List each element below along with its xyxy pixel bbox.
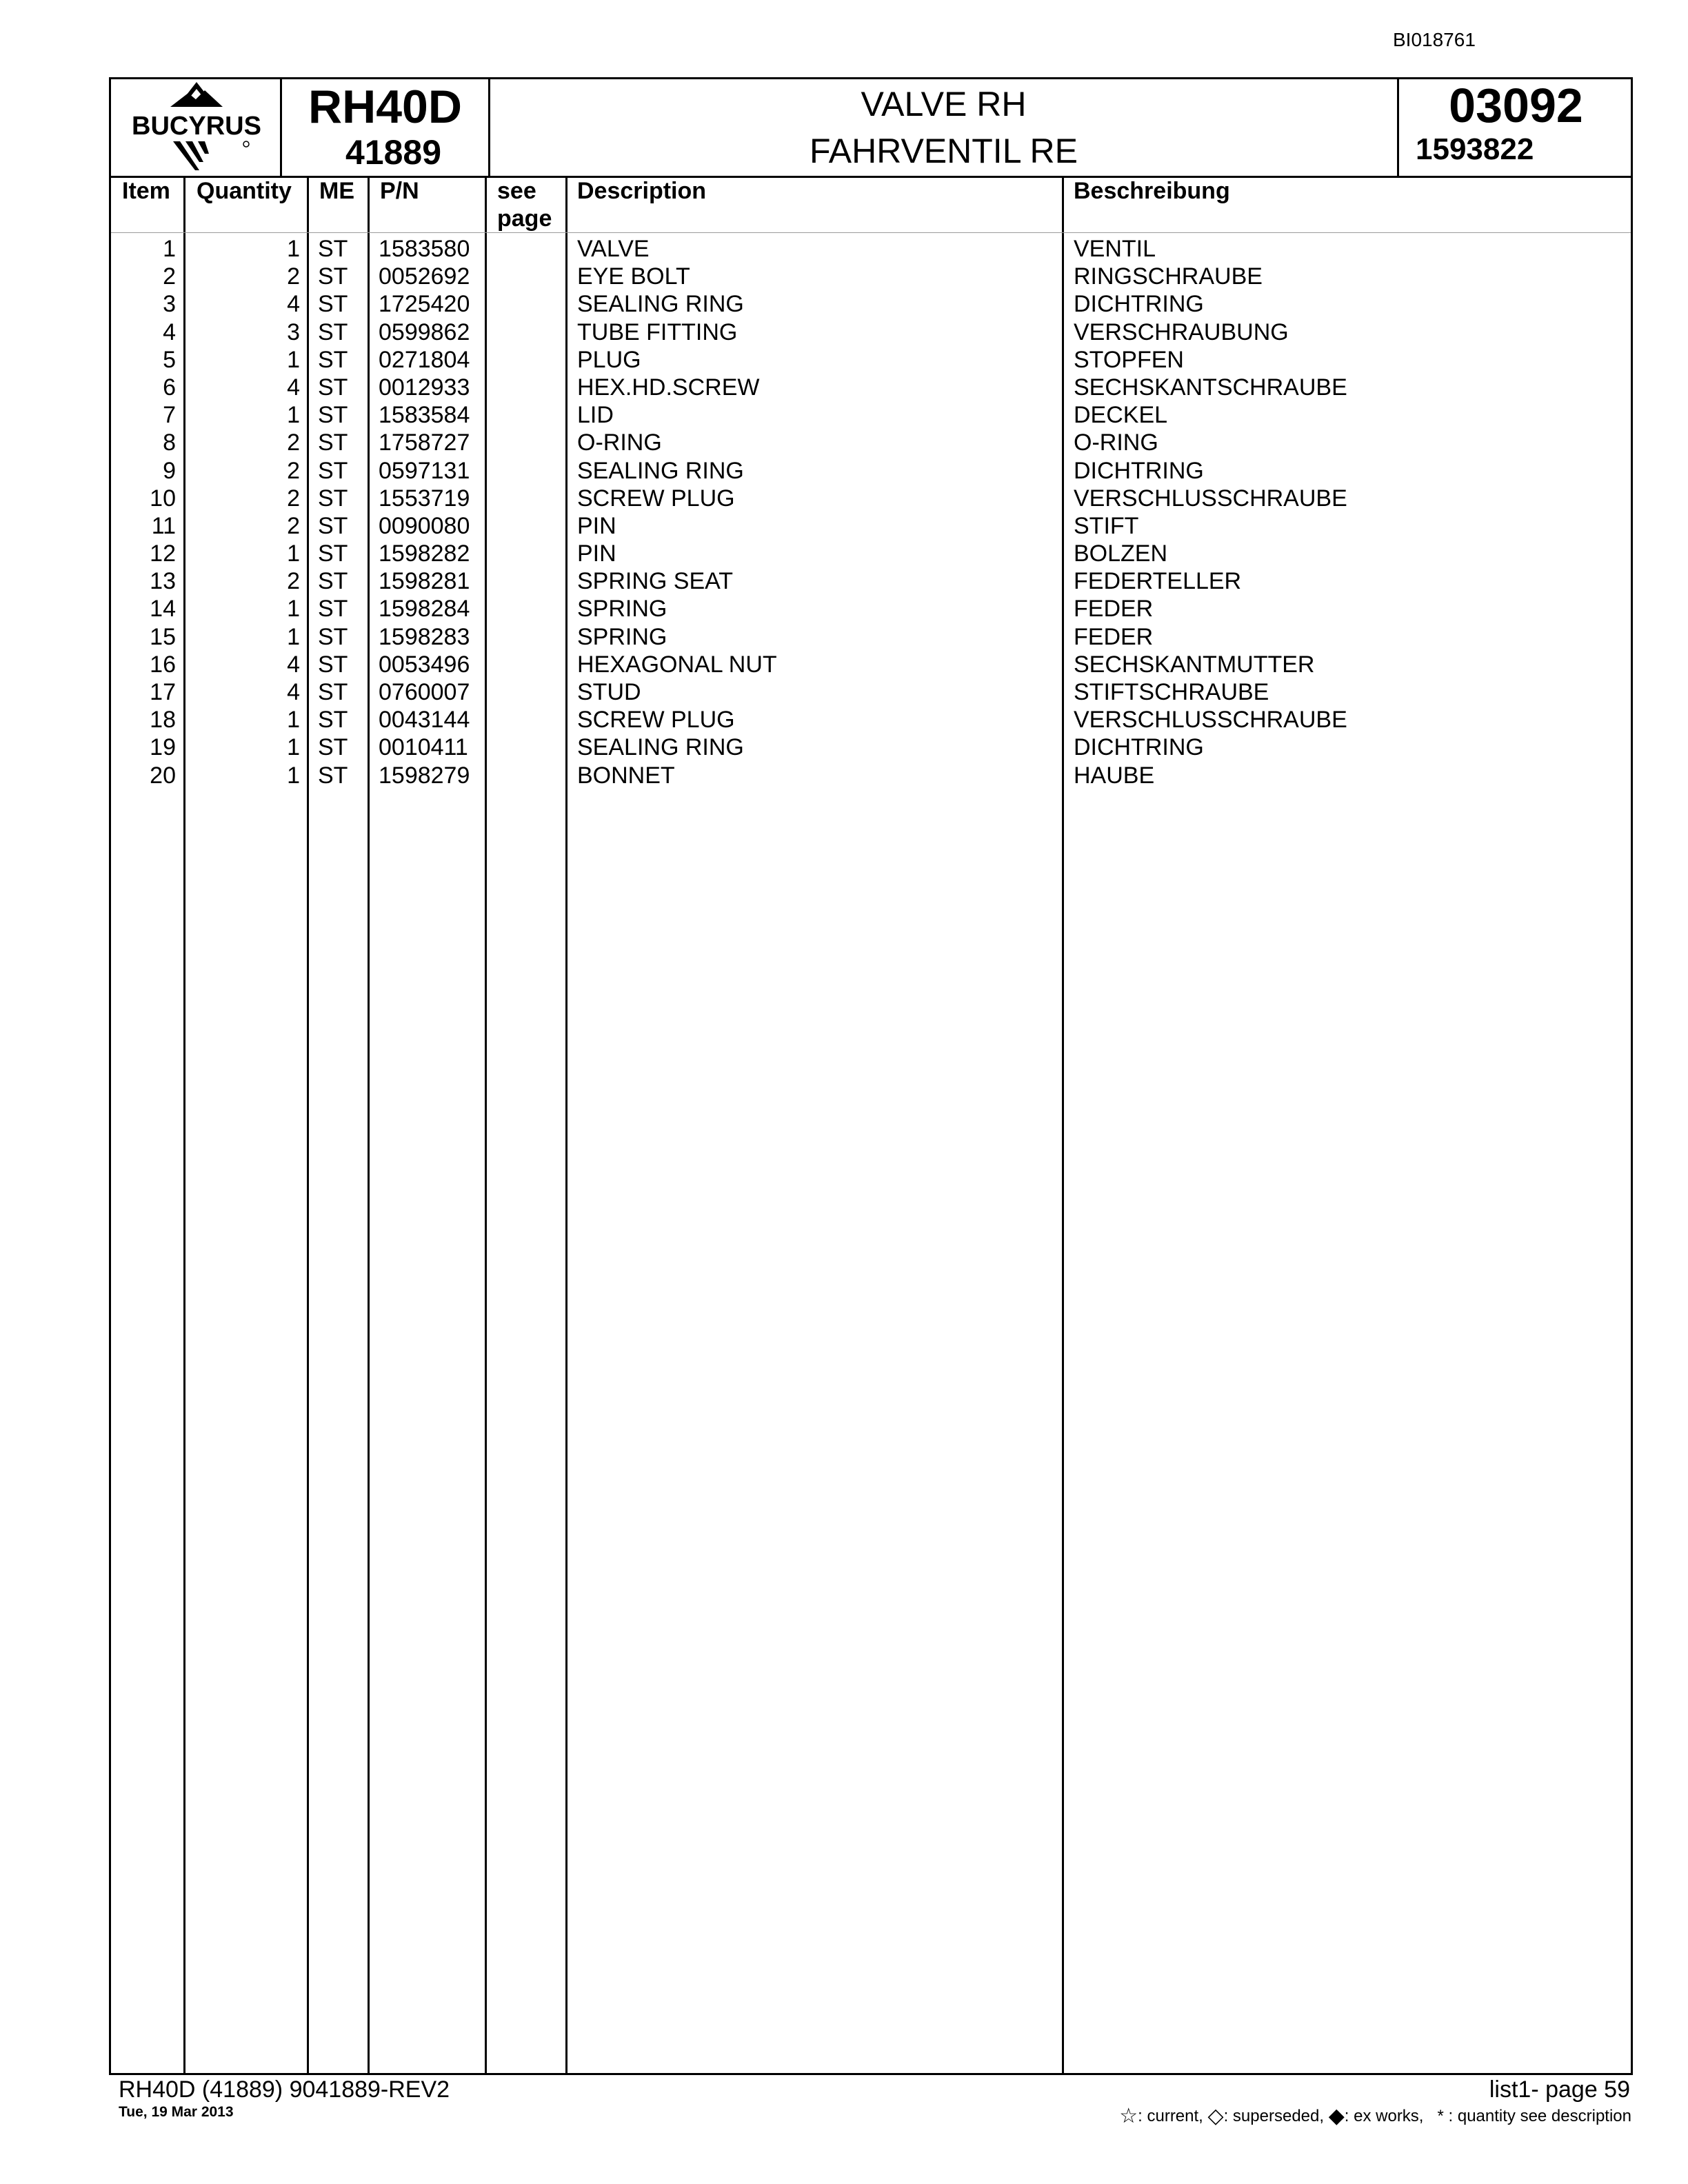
unit: ST [318,263,348,290]
table-row [111,485,1631,512]
diamond-filled-icon: ◆ [1328,2105,1345,2127]
unit: ST [318,679,348,705]
unit: ST [318,651,348,678]
item-number: 16 [150,651,176,678]
item-number: 14 [150,596,176,623]
quantity: 1 [287,762,300,789]
description: SCREW PLUG [577,485,735,512]
description: PIN [577,540,616,567]
part-number: 1725420 [379,291,470,318]
table-row [111,346,1631,374]
part-number: 0053496 [379,651,470,678]
item-number: 11 [151,512,176,539]
beschreibung: SECHSKANTSCHRAUBE [1074,374,1347,401]
unit: ST [318,485,348,512]
beschreibung: VERSCHLUSSCHRAUBE [1074,485,1347,512]
item-number: 18 [150,707,176,734]
beschreibung: SECHSKANTMUTTER [1074,651,1315,678]
quantity: 4 [287,374,300,401]
group-number-cell [1399,79,1633,176]
part-number: 0090080 [379,512,470,539]
unit: ST [318,540,348,567]
part-number: 0052692 [379,263,470,290]
title-german: FAHRVENTIL RE [810,132,1078,170]
beschreibung: STIFT [1074,512,1139,539]
quantity: 2 [287,429,300,456]
description: SPRING [577,596,667,623]
item-number: 7 [163,402,176,429]
document-id: BI018761 [1393,29,1476,50]
table-row [111,457,1631,485]
footer-page-number: list1- page 59 [1489,2076,1630,2103]
column-header-quantity: Quantity [197,178,292,204]
column-header-beschreibung: Beschreibung [1074,178,1230,204]
logo-cell [111,79,282,176]
unit: ST [318,346,348,373]
item-number: 4 [163,318,176,345]
description: BONNET [577,762,675,789]
footer-document-ref: RH40D (41889) 9041889-REV2 [119,2076,450,2103]
description: EYE BOLT [577,263,690,290]
item-number: 20 [150,762,176,789]
quantity: 3 [287,318,300,345]
part-number: 1583584 [379,402,470,429]
description: PLUG [577,346,641,373]
description: SCREW PLUG [577,707,735,734]
part-number: 0010411 [379,734,468,761]
unit: ST [318,512,348,539]
beschreibung: VERSCHLUSSCHRAUBE [1074,707,1347,734]
table-row [111,235,1631,263]
description: SPRING SEAT [577,568,734,595]
quantity: 1 [287,402,300,429]
column-header-divider [111,232,1631,233]
quantity: 2 [287,457,300,484]
description: VALVE [577,236,650,262]
table-row [111,263,1631,290]
table-row [111,623,1631,651]
diamond-outline-icon: ◇ [1207,2105,1224,2127]
table-row [111,595,1631,623]
column-header-see-page [497,177,552,232]
quantity: 4 [287,651,300,678]
description: HEX.HD.SCREW [577,374,760,401]
part-number: 1553719 [379,485,470,512]
part-number: 0043144 [379,707,470,734]
part-number: 1758727 [379,429,470,456]
table-row [111,374,1631,401]
item-number: 9 [163,457,176,484]
legend-quantity: * : quantity see description [1437,2107,1631,2125]
table-row [111,318,1631,346]
quantity: 1 [287,236,300,262]
parts-table-body [111,235,1631,789]
table-row [111,512,1631,540]
beschreibung: RINGSCHRAUBE [1074,263,1263,290]
part-number: 0760007 [379,679,470,705]
description: TUBE FITTING [577,318,738,345]
unit: ST [318,402,348,429]
table-row [111,401,1631,429]
description: LID [577,402,614,429]
model-name: RH40D [308,81,462,133]
item-number: 5 [163,346,176,373]
part-number: 1598282 [379,540,470,567]
legend-current: : current, [1138,2107,1203,2125]
unit: ST [318,707,348,734]
unit: ST [318,318,348,345]
quantity: 2 [287,263,300,290]
beschreibung: STOPFEN [1074,346,1184,373]
model-cell [282,79,490,176]
quantity: 1 [287,623,300,650]
beschreibung: FEDER [1074,623,1154,650]
unit: ST [318,568,348,595]
item-number: 12 [150,540,176,567]
table-row [111,678,1631,706]
part-number: 0271804 [379,346,470,373]
quantity: 2 [287,512,300,539]
column-header-pn: P/N [380,178,419,204]
column-header-me: ME [319,178,354,204]
beschreibung: DICHTRING [1074,457,1204,484]
footer-date: Tue, 19 Mar 2013 [119,2104,234,2120]
quantity: 2 [287,485,300,512]
item-number: 2 [163,263,176,290]
table-row [111,734,1631,761]
table-row [111,567,1631,595]
table-row [111,651,1631,678]
table-row [111,540,1631,567]
table-row [111,290,1631,318]
unit: ST [318,429,348,456]
part-number: 1598283 [379,623,470,650]
beschreibung: DICHTRING [1074,734,1204,761]
legend [1119,2104,1631,2128]
unit: ST [318,762,348,789]
unit: ST [318,291,348,318]
part-number: 1598281 [379,568,470,595]
part-number: 0599862 [379,318,470,345]
description: HEXAGONAL NUT [577,651,777,678]
beschreibung: O-RING [1074,429,1158,456]
quantity: 1 [287,707,300,734]
group-number: 03092 [1449,79,1583,132]
quantity: 1 [287,540,300,567]
quantity: 4 [287,291,300,318]
quantity: 1 [287,346,300,373]
quantity: 2 [287,568,300,595]
part-number: 0597131 [379,457,470,484]
bucyrus-logo [111,79,282,176]
beschreibung: DICHTRING [1074,291,1204,318]
beschreibung: VENTIL [1074,236,1156,262]
see-page-line-2: page [497,205,552,232]
column-header-description: Description [577,178,707,204]
beschreibung: FEDERTELLER [1074,568,1242,595]
beschreibung: BOLZEN [1074,540,1168,567]
description: SPRING [577,623,667,650]
unit: ST [318,596,348,623]
title-english: VALVE RH [861,85,1027,123]
unit: ST [318,623,348,650]
description: PIN [577,512,616,539]
item-number: 6 [163,374,176,401]
assembly-part-number: 1593822 [1416,132,1534,166]
unit: ST [318,734,348,761]
item-number: 8 [163,429,176,456]
star-outline-icon: ☆ [1119,2105,1138,2127]
item-number: 13 [150,568,176,595]
beschreibung: STIFTSCHRAUBE [1074,679,1269,705]
legend-superseded: : superseded, [1223,2107,1325,2125]
item-number: 1 [163,236,176,262]
item-number: 3 [163,291,176,318]
description: SEALING RING [577,291,744,318]
serial-number: 41889 [345,133,442,172]
beschreibung: DECKEL [1074,402,1168,429]
part-number: 0012933 [379,374,470,401]
part-number: 1583580 [379,236,470,262]
parts-list-frame [109,77,1633,2075]
item-number: 10 [150,485,176,512]
table-row [111,429,1631,456]
quantity: 1 [287,734,300,761]
description: SEALING RING [577,457,744,484]
item-number: 15 [150,623,176,650]
description: O-RING [577,429,662,456]
unit: ST [318,374,348,401]
item-number: 19 [150,734,176,761]
column-header-item: Item [122,178,170,204]
part-number: 1598279 [379,762,470,789]
table-row [111,706,1631,734]
description: STUD [577,679,641,705]
unit: ST [318,236,348,262]
see-page-line-1: see [497,178,536,204]
item-number: 17 [150,679,176,705]
quantity: 1 [287,596,300,623]
table-row [111,762,1631,789]
quantity: 4 [287,679,300,705]
legend-ex-works: : ex works, [1344,2107,1424,2125]
part-number: 1598284 [379,596,470,623]
title-cell [490,79,1399,176]
beschreibung: HAUBE [1074,762,1155,789]
beschreibung: VERSCHRAUBUNG [1074,318,1289,345]
description: SEALING RING [577,734,744,761]
beschreibung: FEDER [1074,596,1154,623]
unit: ST [318,457,348,484]
svg-text:BUCYRUS: BUCYRUS [132,112,261,141]
